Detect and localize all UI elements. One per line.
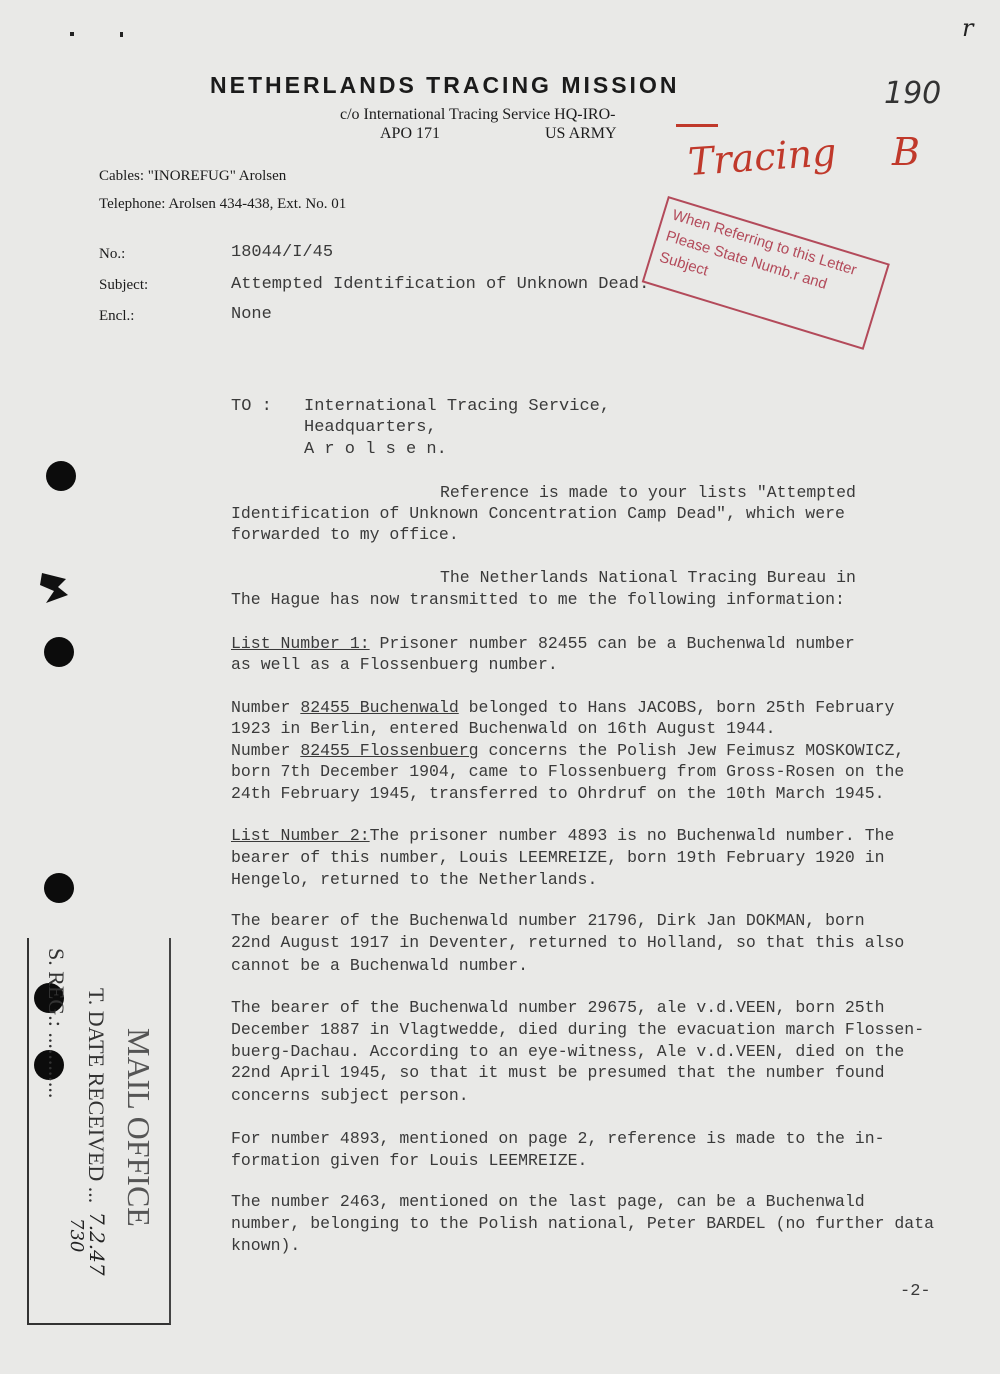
p5-line3: buerg-Dachau. According to an eye-witness, Ale v.d.VEEN, died on the [231,1042,905,1061]
corner-mark: r [962,14,974,42]
staple-mark-icon [36,565,74,609]
p4-line1: The bearer of the Buchenwald number 21796, Dirk Jan DOKMAN, born [231,911,865,930]
handwritten-tracing-note: Tracing [686,129,838,185]
p3-line2: 1923 in Berlin, entered Buchenwald on 16th August 1944. [231,719,776,738]
p3-l3-b: concerns the Polish Jew Feimusz MOSKOWICZ, [478,741,905,760]
mail-stamp-col2: T. DATE RECEIVED ... [84,988,109,1204]
recipient-line1: International Tracing Service, [304,397,611,416]
mail-stamp-col3: MAIL OFFICE [121,1028,157,1227]
recipient-line3: A r o l s e n. [304,440,447,459]
letterhead-title: NETHERLANDS TRACING MISSION [210,72,680,98]
punch-hole [46,461,76,491]
dot-mark [70,32,74,36]
p5-line2: December 1887 in Vlagtwedde, died during the evacuation march Flossen- [231,1020,925,1039]
mail-stamp-handwritten-date: 7.2.47 [85,1212,109,1276]
letterhead-apo: APO 171 [380,125,441,142]
p2-line2: The Hague has now transmitted to me the following information: [231,590,845,609]
subject-label: Subject: [99,277,149,293]
p6-line2: formation given for Louis LEEMREIZE. [231,1151,588,1170]
p3-l1-b: belonged to Hans JACOBS, born 25th February [458,698,895,717]
p7-line2: number, belonging to the Polish national, Peter BARDEL (no further data [231,1214,935,1233]
handwritten-tracing-letter: B [892,130,920,174]
mail-office-stamp [27,938,171,1325]
encl-label: Encl.: [99,308,135,324]
subject-value: Attempted Identification of Unknown Dead. [231,275,650,294]
red-mark [676,124,718,127]
p3-line4: born 7th December 1904, came to Flossenbuerg from Gross-Rosen on the [231,762,905,781]
list1-label: List Number 1: [231,634,370,653]
no-value: 18044/I/45 [231,243,334,262]
mail-stamp-handwritten-number: 730 [66,1218,87,1253]
telephone-line: Telephone: Arolsen 434-438, Ext. No. 01 [99,196,347,212]
letterhead-address: c/o International Tracing Service HQ-IRO- [340,106,616,123]
dot-mark [120,32,123,37]
stamp-text: When Referring to this Letter Please State Numb.r and Subject [657,206,859,293]
list2-line3: Hengelo, returned to the Netherlands. [231,870,598,889]
p5-line4: 22nd April 1945, so that it must be presumed that the number found [231,1063,885,1082]
p1-line1: Reference is made to your lists "Attempted [440,483,856,502]
p7-line1: The number 2463, mentioned on the last page, can be a Buchenwald [231,1192,865,1211]
page-footer: -2- [900,1282,931,1301]
punch-hole [44,873,74,903]
p1-line3: forwarded to my office. [231,525,459,544]
p7-line3: known). [231,1236,301,1255]
letterhead-army: US ARMY [545,125,617,142]
p3-l3-a: Number [231,741,301,760]
p4-line2: 22nd August 1917 in Deventer, returned to Holland, so that this also [231,933,905,952]
mail-stamp-col1: S. REG.: ............ [44,948,69,1099]
list2-line1 [231,826,894,845]
p6-line1: For number 4893, mentioned on page 2, reference is made to the in- [231,1129,885,1148]
p3-line3 [231,741,904,760]
p3-l1-underlined: 82455 Buchenwald [300,698,459,717]
p3-l3-underlined: 82455 Flossenbuerg [300,741,479,760]
list2-line2: bearer of this number, Louis LEEMREIZE, born 19th February 1920 in [231,848,885,867]
p5-line1: The bearer of the Buchenwald number 29675, ale v.d.VEEN, born 25th [231,998,885,1017]
handwritten-page-number: 190 [884,76,942,111]
p1-line2: Identification of Unknown Concentration Camp Dead", which were [231,504,845,523]
punch-hole [44,637,74,667]
reference-stamp [642,196,890,350]
list2-label: List Number 2: [231,826,370,845]
to-label: TO : [231,397,272,416]
p5-line5: concerns subject person. [231,1086,469,1105]
p3-line1 [231,698,894,717]
encl-value: None [231,305,272,324]
recipient-line2: Headquarters, [304,418,437,437]
p3-line5: 24th February 1945, transferred to Ohrdruf on the 10th March 1945. [231,784,885,803]
p4-line3: cannot be a Buchenwald number. [231,956,529,975]
no-label: No.: [99,246,126,262]
list2-text: The prisoner number 4893 is no Buchenwald number. The [369,826,895,845]
list1-line1 [231,634,855,653]
cables-line: Cables: "INOREFUG" Arolsen [99,168,287,184]
p3-l1-a: Number [231,698,301,717]
p2-line1: The Netherlands National Tracing Bureau in [440,568,856,587]
list1-text: Prisoner number 82455 can be a Buchenwald number [369,634,855,653]
list1-line2: as well as a Flossenbuerg number. [231,655,558,674]
